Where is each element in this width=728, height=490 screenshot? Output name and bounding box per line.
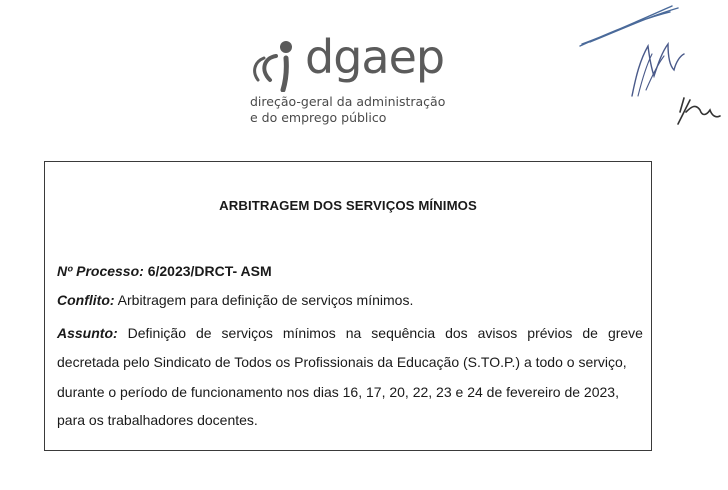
- dgaep-logo: [247, 30, 477, 135]
- conflict-value: Arbitragem para definição de serviços mínimos.: [117, 292, 414, 308]
- subject-word: Definição: [127, 325, 187, 341]
- logo-wordmark: dgaep: [305, 30, 445, 84]
- process-value: 6/2023/DRCT- ASM: [147, 263, 272, 279]
- subject-word: de: [195, 325, 212, 341]
- subject-word: sequência: [371, 325, 436, 341]
- subject-word: serviços: [221, 325, 273, 341]
- subject-word: na: [345, 325, 362, 341]
- logo-subtitle-line1: direção-geral da administração: [250, 94, 446, 109]
- logo-subtitle-line2: e do emprego público: [250, 110, 387, 125]
- subject-word: prévios: [527, 325, 573, 341]
- logo-subtitle: [250, 94, 445, 126]
- process-line: [57, 263, 272, 279]
- subject-word: dos: [445, 325, 468, 341]
- subject-line-3: durante o período de funcionamento nos dias 16, 17, 20, 22, 23 e 24 de fevereiro de 2023,: [57, 384, 619, 400]
- subject-word: greve: [607, 325, 643, 341]
- dgaep-logo-mark-icon: [250, 40, 308, 92]
- signature-scribble-icon: [560, 0, 728, 140]
- subject-word: de: [582, 325, 598, 341]
- subject-line-4: para os trabalhadores docentes.: [57, 412, 258, 428]
- subject-word: mínimos: [282, 325, 336, 341]
- document-title: ARBITRAGEM DOS SERVIÇOS MÍNIMOS: [219, 198, 477, 213]
- arbitration-box: [44, 161, 652, 451]
- subject-line-1: [57, 325, 643, 341]
- subject-label: Assunto:: [57, 325, 118, 341]
- conflict-label: Conflito:: [57, 292, 115, 308]
- conflict-line: [57, 292, 413, 308]
- subject-word: avisos: [477, 325, 518, 341]
- subject-line-2: decretada pelo Sindicato de Todos os Profissionais da Educação (S.TO.P.) a todo o serviço,: [57, 354, 627, 370]
- process-label: Nº Processo:: [57, 263, 144, 279]
